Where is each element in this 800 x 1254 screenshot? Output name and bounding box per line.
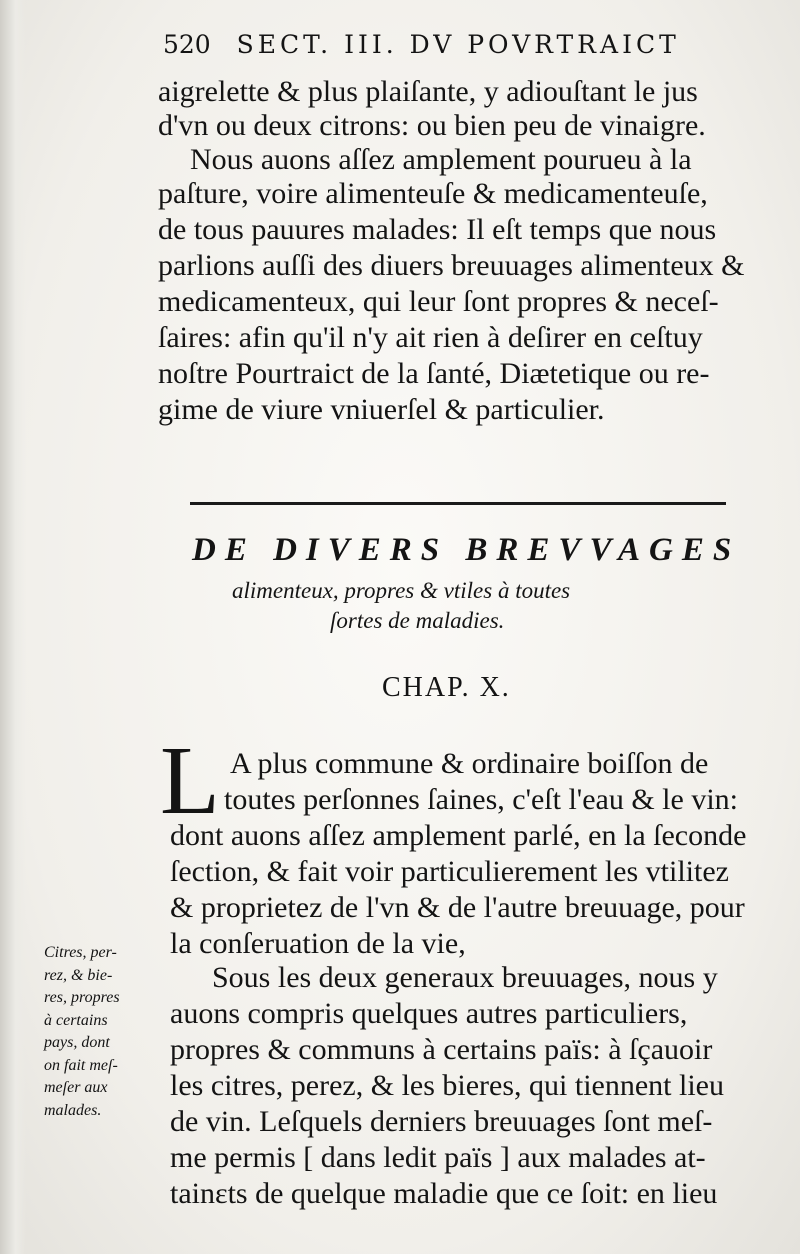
text-line: tainɛts de quelque maladie que ce ſoit: en lieu — [170, 1177, 718, 1210]
margin-note-line: malades. — [44, 1101, 102, 1119]
margin-note-line: rez, & bie- — [44, 966, 113, 984]
text-line: toutes perſonnes ſaines, c'eſt l'eau & le vin: — [224, 783, 738, 816]
text-line: de vin. Leſquels derniers breuuages ſont meſ- — [170, 1105, 713, 1138]
text-line: ſection, & fait voir particulierement les vtilitez — [170, 855, 729, 888]
paragraph-start-line: Nous auons aſſez amplement pourueu à la — [190, 143, 692, 176]
text-line: ſaires: afin qu'il n'y ait rien à deſirer en ceſtuy — [158, 321, 703, 354]
margin-note-line: pays, dont — [44, 1034, 110, 1051]
margin-note-line: à certains — [44, 1011, 108, 1029]
margin-note-line: on fait meſ- — [44, 1056, 118, 1074]
text-line: gime de viure vniuerſel & particulier. — [158, 393, 605, 426]
margin-note-line: meſer aux — [44, 1079, 108, 1096]
paragraph-start-line: Sous les deux generaux breuuages, nous y — [212, 961, 718, 994]
running-title: SECT. III. DV POVRTRAICT — [236, 30, 680, 59]
marginal-note — [44, 942, 166, 1122]
text-line: auons compris quelques autres particuliers, — [170, 997, 688, 1030]
running-header — [163, 30, 763, 59]
page-number: 520 — [163, 30, 211, 59]
text-line: d'vn ou deux citrons: ou bien peu de vinaigre. — [158, 109, 706, 142]
chapter-subtitle-line: ſortes de maladies. — [330, 608, 505, 633]
text-line: medicamenteux, qui leur ſont propres & neceſ- — [158, 285, 719, 318]
text-line: noſtre Pourtraict de la ſanté, Diætetique ou re- — [158, 357, 710, 390]
text-line: la conſeruation de la vie, — [170, 927, 466, 960]
text-line: & proprietez de l'vn & de l'autre breuuage, pour — [170, 891, 745, 924]
text-line: les citres, perez, & les bieres, qui tiennent lieu — [170, 1069, 724, 1102]
section-divider-rule — [190, 502, 726, 505]
page-gutter-shadow — [0, 0, 26, 1254]
text-line: aigrelette & plus plaiſante, y adiouſtant le jus — [158, 75, 698, 108]
text-line: me permis [ dans ledit païs ] aux malades at- — [170, 1141, 706, 1174]
margin-note-line: Citres, per- — [44, 944, 117, 961]
chapter-subtitle-line: alimenteux, propres & vtiles à toutes — [232, 578, 571, 603]
text-line: parlions auſſi des diuers breuuages alimenteux & — [158, 249, 745, 282]
text-line: dont auons aſſez amplement parlé, en la ſeconde — [170, 819, 747, 852]
text-line: de tous pauures malades: Il eſt temps que nous — [158, 213, 717, 246]
text-line: propres & communs à certains païs: à ſçauoir — [170, 1033, 713, 1066]
text-line: paſture, voire alimenteuſe & medicamenteuſe, — [158, 177, 708, 210]
chapter-number: CHAP. X. — [382, 672, 511, 703]
drop-cap: L — [160, 727, 220, 835]
text-line: A plus commune & ordinaire boiſſon de — [230, 747, 709, 780]
chapter-title: DE DIVERS BREVVAGES — [192, 532, 741, 568]
margin-note-line: res, propres — [44, 989, 120, 1006]
